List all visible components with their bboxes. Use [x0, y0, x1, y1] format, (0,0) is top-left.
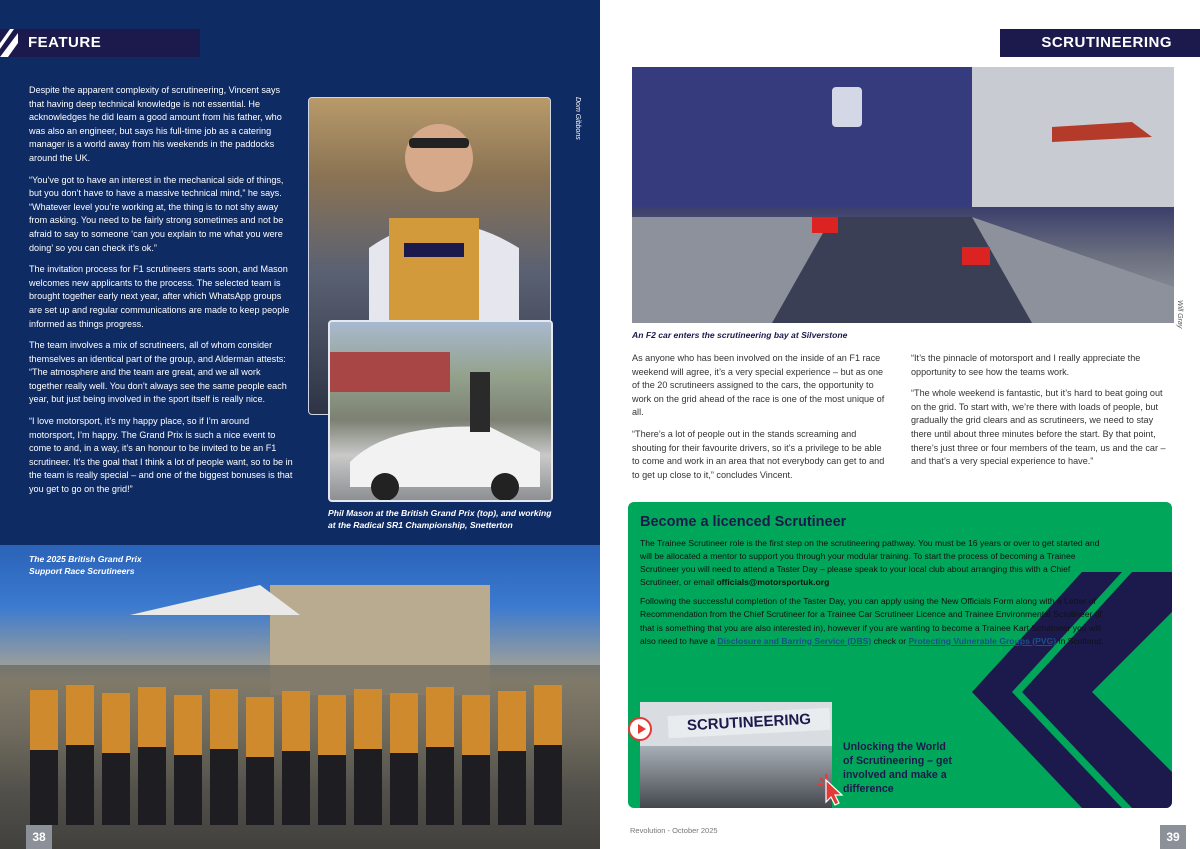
box-paragraph-1 [640, 537, 1110, 589]
pvg-link[interactable]: Protecting Vulnerable Groups (PVG) [908, 635, 1057, 646]
video-thumbnail[interactable] [640, 702, 832, 808]
box-paragraph-2-text: Following the successful completion of the Taster Day, you can apply using the New Officials Form along with a Letter of Recommendation from the Chief Scrutineer for a Trainee Car Scrutineer Licence and Trainee Environmental Scrutineer (if that is something that you are also interested in), however if you are wanting to become a Trainee Kart Scrutineer you will also need to have a [640, 596, 1102, 646]
page-number-right: 39 [1160, 825, 1186, 849]
video-thumb-scene [640, 746, 832, 808]
section-tag-scrutineering [1000, 29, 1200, 57]
paragraph: “You’ve got to have an interest in the mechanical side of things, but you don’t have to have a massive technical mind,” he says. “Whatever level you’re working at, the thing is to not shy away from asking. You need to be fairly strong sometimes and not be afraid to say to someone ‘can you explain to me what you were doing’ so you can check it’s ok.” [29, 174, 284, 253]
photo-caption-mid: Phil Mason at the British Grand Prix (top), and working at the Radical SR1 Championship, Snetterton [328, 508, 552, 530]
photo-f2-scrutineering-bay [632, 67, 1174, 323]
licence-info-box [628, 502, 1172, 808]
paragraph: “There’s a lot of people out in the stands screaming and shouting for their favourite drivers, so it’s a privilege to be able to come and work in an area that not everybody can get to and to get up close to it,” concludes Vincent. [632, 428, 885, 480]
dbs-link[interactable]: Disclosure and Barring Service (DBS) [717, 635, 872, 646]
body-column-right-2 [911, 352, 1175, 477]
hero-caption: An F2 car enters the scrutineering bay at Silverstone [632, 330, 848, 340]
section-tag-feature [0, 29, 200, 57]
right-page [600, 0, 1200, 849]
corner-stripe-icon [0, 29, 18, 57]
garage-illustration [632, 67, 1174, 323]
magazine-footer: Revolution - October 2025 [630, 826, 718, 835]
paragraph: “It’s the pinnacle of motorsport and I really appreciate the opportunity to see how the teams work. [911, 353, 1141, 377]
body-column-right-1 [632, 352, 886, 490]
video-caption[interactable]: Unlocking the World of Scrutineering – get involved and make a difference [843, 741, 952, 795]
page-number-left: 38 [26, 825, 52, 849]
paragraph: As anyone who has been involved on the inside of an F1 race weekend will agree, it’s a very special experience – but as one of the 20 scrutineers assigned to the cars, the opportunity to work on the grid ahead of the race is one of the most unique of all. [632, 353, 885, 418]
race-car-illustration [330, 322, 553, 502]
paragraph: “The whole weekend is fantastic, but it’s hard to beat going out on the grid. To start with, we’re there with loads of people, but gradually the grid clears and as scrutineers, we need to stay there until about three minutes before the start. By that point, there’s just three or four members of the team, us and the car – and that’s a very special experience to have.” [911, 388, 1166, 467]
video-sign-text: SCRUTINEERING [668, 708, 831, 738]
box-paragraph-2-text-b: check or [873, 635, 907, 646]
paragraph: The team involves a mix of scrutineers, all of whom consider themselves an identical part of the group, and Alderman attests: “The atmosphere and the team are great, and we all work together really well. You don’t always see the same people each year, but just being involved in the sport itself is really nice. [29, 340, 287, 405]
box-body [640, 537, 1110, 654]
paragraph: The invitation process for F1 scrutineers starts soon, and Mason welcomes new applicants to the process. The selected team is brought together early next year, after which WhatsApp groups are set up and regular communications are made to keep people informed as things progress. [29, 264, 290, 329]
paragraph: “I love motorsport, it’s my happy place, so if I’m around motorsport, I’m happy. The Grand Prix is such a nice event to come to and, in a way, it’s an honour to be invited to be an F1 scrutineer. It’s the goal that I think a lot of people want, so to be in the team is really special – and one of the biggest bonuses is that you get to go on the grid!” [29, 416, 293, 495]
box-paragraph-1-text: The Trainee Scrutineer role is the first step on the scrutineering pathway. You must be 16 years or over to get started and will be allocated a mentor to support you through your modular training. To start the process of becoming a Trainee Scrutineer you will need to attend a Taster Day – please speak to your local club about arranging this with a Chief Scrutineer, or email [640, 538, 1100, 588]
play-icon[interactable] [628, 717, 652, 741]
box-paragraph-2-text-c: in Scotland. [1058, 635, 1104, 646]
photo-credit-top: Dom Gibbons [574, 97, 581, 140]
body-column-left [29, 84, 295, 505]
photo-radical-sr1 [328, 320, 553, 502]
email-link[interactable]: officials@motorsportuk.org [716, 577, 830, 588]
box-paragraph-2 [640, 595, 1110, 647]
box-title: Become a licenced Scrutineer [640, 514, 847, 530]
photo-group-scrutineers [0, 545, 600, 849]
section-tag-label: FEATURE [28, 34, 102, 51]
photo-credit-hero: Will Gray [1176, 300, 1183, 329]
photo-caption-group: The 2025 British Grand Prix Support Race Scrutineers [29, 554, 142, 576]
section-tag-label: SCRUTINEERING [1041, 34, 1172, 51]
group-photo-illustration [0, 545, 600, 849]
paragraph: Despite the apparent complexity of scrutineering, Vincent says that having deep technical knowledge is not essential. He acknowledges he did learn a good amount from his father, who was also an engineer, but says his full-time job as a catering manager is a world away from his weekends in the paddocks around the UK. [29, 85, 282, 163]
